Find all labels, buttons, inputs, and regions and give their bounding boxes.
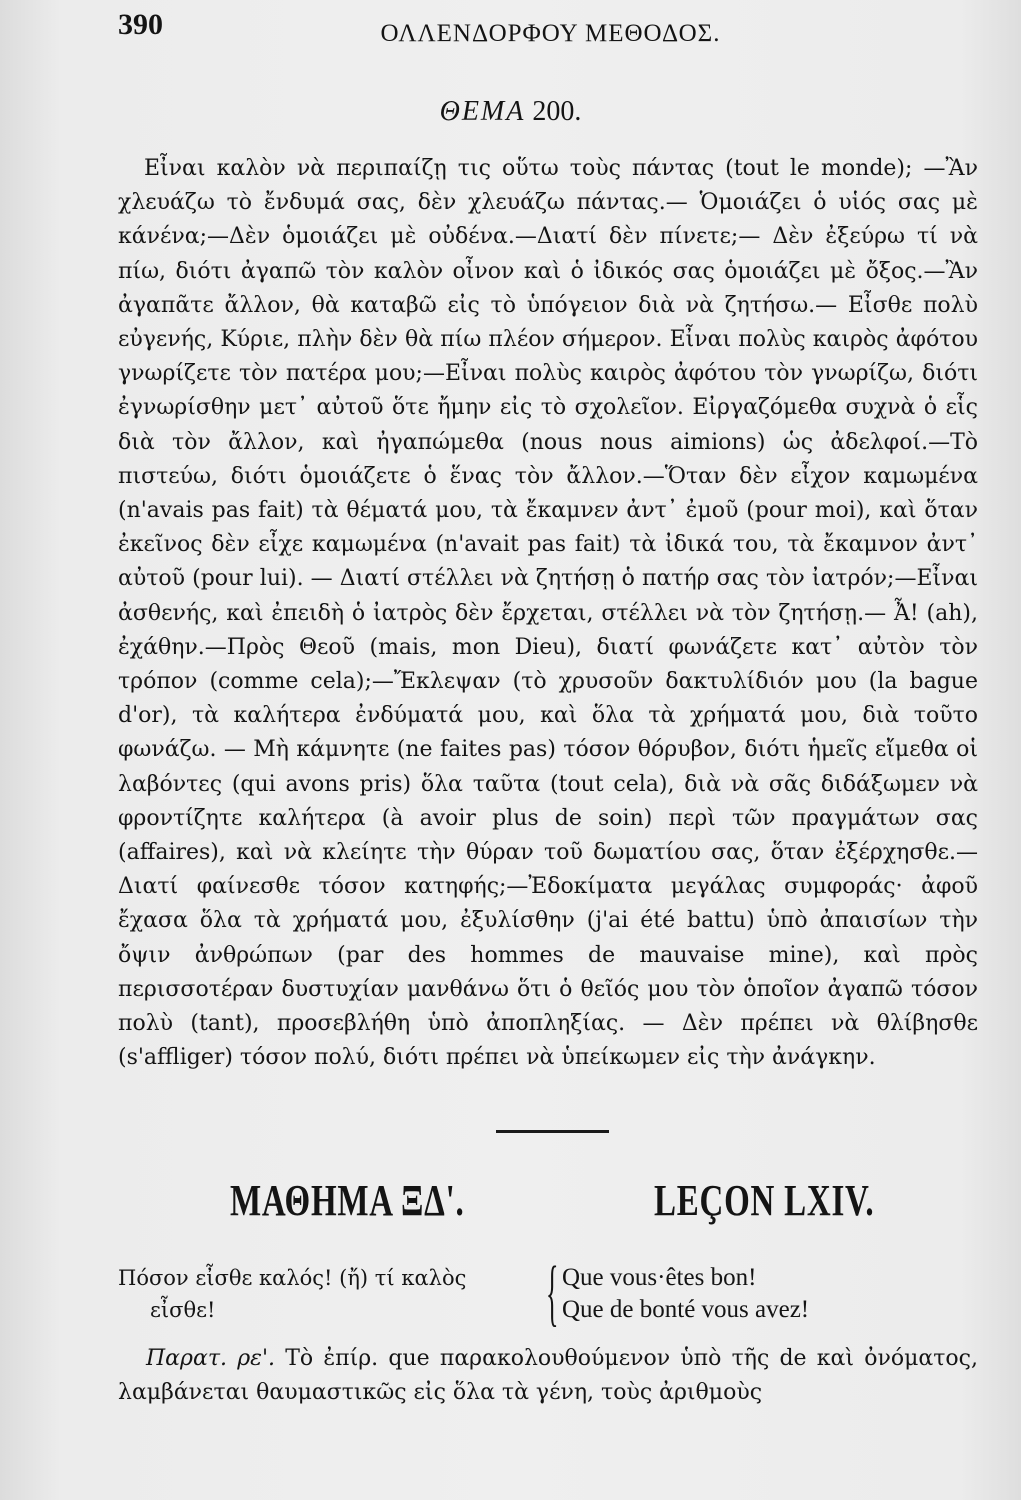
section-divider bbox=[496, 1130, 609, 1133]
note-text: Τὸ ἐπίρ. que παρακολουθούμενον ὑπὸ τῆς de καὶ ὀνόματος, λαμβάνεται θαυμαστικῶς εἰς ὅλα τὰ γένη, τοὺς ἀριθμοὺς bbox=[118, 1346, 978, 1405]
phrase-greek-line-2: εἶσθε! bbox=[150, 1298, 216, 1322]
phrase-french bbox=[562, 1262, 982, 1326]
theme-title bbox=[0, 96, 1021, 128]
phrase-pair bbox=[118, 1252, 978, 1334]
running-title: ΟΛΛΕΝΔΟΡΦΟΥ ΜΕΘΟΔΟΣ. bbox=[380, 20, 721, 47]
theme-label: ΘΕΜΑ bbox=[439, 96, 526, 127]
lesson-heading-french: LEÇON LXIV. bbox=[654, 1176, 875, 1225]
exercise-paragraph: Εἶναι καλὸν νὰ περιπαίζῃ τις οὕτω τοὺς πάντας (tout le monde); —Ἂν χλευάζω τὸ ἔνδυμά σας, δὲν χλευάζω πάντας.— Ὁμοιάζει ὁ υἱός σας μὲ κάνένα;—Δὲν ὁμοιάζει μὲ οὐδένα.—Διατί δὲν πίνετε;— Δὲν ἐξεύρω τί νὰ πίω, διότι ἀγαπῶ τὸν καλὸν οἶνον καὶ ὁ ἰδικός σας ὁμοιάζει μὲ ὄξος.—Ἂν ἀγαπᾶτε ἄλλον, θὰ καταβῶ εἰς τὸ ὑπόγειον διὰ νὰ ζητήσω.— Εἶσθε πολὺ εὐγενής, Κύριε, πλὴν δὲν θὰ πίω πλέον σήμερον. Εἶναι πολὺς καιρὸς ἀφότου γνωρίζετε τὸν πατέρα μου;—Εἶναι πολὺς καιρὸς ἀφότου τὸν γνωρίζω, διότι ἐγνωρίσθην μετ᾽ αὐτοῦ ὅτε ἤμην εἰς τὸ σχολεῖον. Εἰργαζόμεθα συχνὰ ὁ εἷς διὰ τὸν ἄλλον, καὶ ἠγαπώμεθα (nous nous aimions) ὡς ἀδελφοί.—Τὸ πιστεύω, διότι ὁμοιάζετε ὁ ἕνας τὸν ἄλλον.—Ὅταν δὲν εἶχον καμωμένα (n'avais pas fait) τὰ θέματά μου, τὰ ἔκαμνεν ἀντ᾽ ἐμοῦ (pour moi), καὶ ὅταν ἐκεῖνος δὲν εἶχε καμωμένα (n'avait pas fait) τὰ ἰδικά του, τὰ ἔκαμνον ἀντ᾽ αὐτοῦ (pour lui). — Διατί στέλλει νὰ ζητήσῃ ὁ πατήρ σας τὸν ἰατρόν;—Εἶναι ἀσθενής, καὶ ἐπειδὴ ὁ ἰατρὸς δὲν ἔρχεται, στέλλει νὰ τὸν ζητήσῃ.— Ἆ! (ah), ἐχάθην.—Πρὸς Θεοῦ (mais, mon Dieu), διατί φωνάζετε κατ᾽ αὐτὸν τὸν τρόπον (comme cela);—Ἔκλεψαν (τὸ χρυσοῦν δακτυλίδιόν μου (la bague d'or), τὰ καλήτερα ἐνδύματά μου, καὶ ὅλα τὰ χρήματά μου, διὰ τοῦτο φωνάζω. — Μὴ κάμνητε (ne faites pas) τόσον θόρυβον, διότι ἡμεῖς εἴμεθα οἱ λαβόντες (qui avons pris) ὅλα ταῦτα (tout cela), διὰ νὰ σᾶς διδάξωμεν νὰ φροντίζητε καλήτερα (à avoir plus de soin) περὶ τῶν πραγμάτων σας (affaires), καὶ νὰ κλείητε τὴν θύραν τοῦ δωματίου σας, ὅταν ἐξέρχησθε.— Διατί φαίνεσθε τόσον κατηφής;—Ἐδοκίματα μεγάλας συμφοράς· ἀφοῦ ἔχασα ὅλα τὰ χρήματά μου, ἐξυλίσθην (j'ai été battu) ὑπὸ ἀπαισίων τὴν ὄψιν ἀνθρώπων (par des hommes de mauvaise mine), καὶ πρὸς περισσοτέραν δυστυχίαν μανθάνω ὅτι ὁ θεῖός μου τὸν ὁποῖον ἀγαπῶ τόσον πολὺ (tant), προσεβλήθη ὑπὸ ἀποπληξίας. — Δὲν πρέπει νὰ θλίβησθε (s'affliger) τόσον πολύ, διότι πρέπει νὰ ὑπείκωμεν εἰς τὴν ἀνάγκην. bbox=[118, 156, 978, 1071]
lesson-heading-greek: ΜΑΘΗΜΑ ΞΔ'. bbox=[230, 1176, 465, 1225]
phrase-french-line-2: Que de bonté vous avez! bbox=[562, 1296, 810, 1323]
phrase-french-line-1: Que vous·êtes bon! bbox=[562, 1264, 757, 1291]
phrase-greek bbox=[118, 1262, 538, 1326]
brace-icon: { bbox=[546, 1252, 559, 1334]
note-abbreviation: Παρατ. ρε'. bbox=[146, 1346, 275, 1371]
phrase-greek-line-1: Πόσον εἶσθε καλός! (ἤ) τί καλὸς bbox=[118, 1266, 467, 1290]
page-number: 390 bbox=[118, 8, 163, 41]
grammar-note bbox=[118, 1342, 978, 1410]
theme-number: 200. bbox=[532, 96, 582, 127]
running-head bbox=[118, 8, 983, 58]
lesson-heading bbox=[118, 1175, 978, 1235]
